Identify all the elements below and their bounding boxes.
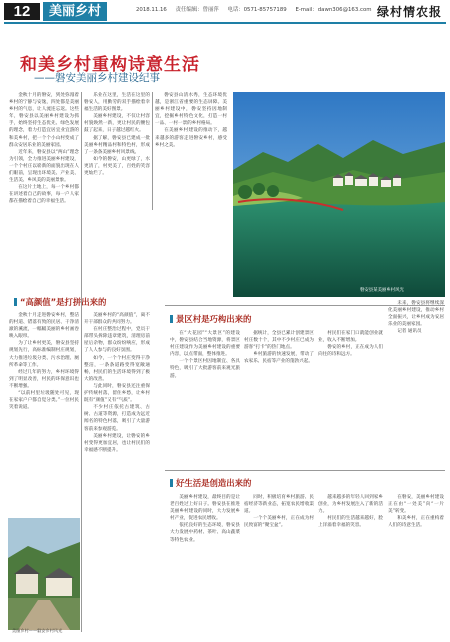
paragraph: 记者 通讯员 [397,329,422,335]
paragraph: 乐业在这里，生活在这里的磐安人，用勤劳的双手描绘着幸福生活的美好图景。 [84,93,150,113]
paragraph: 如今，一个个村庄变得干净整洁，一条条道路变得宽敞通畅，村民们的生活环境得到了极大的改善。 [84,355,150,382]
section1-column-1 [9,312,79,517]
header-meta [136,5,379,13]
section-title: 美丽乡村 [43,2,107,21]
village-photo-caption: 美丽乡村——磐安乡村风光 [12,628,63,633]
paragraph: 乡村旅游的快速发展，带动了农家乐、民宿等产业的蓬勃兴起。 [244,352,314,365]
paragraph: 越来越多的年轻人回到家乡创业，为乡村发展注入了新的活力。 [318,495,383,515]
column-divider [152,92,153,210]
editor-name: 责任编辑：曾丽萍 [175,7,219,13]
lead-column-2 [84,92,150,292]
subhead-2: 景区村是巧构出来的 [170,313,251,325]
village-photo [8,518,80,630]
paragraph: 和美乡村，正在重构着人们的诗意生活。 [388,516,444,529]
section3-column-2 [244,494,314,636]
section-divider [165,305,445,306]
paragraph: 金秋十月走进磐安乡村，整洁的村道、错落有致的民居、干净清澈的溪流，一幅幅美丽的乡村画卷映入眼帘。 [9,313,79,340]
section-divider [165,470,445,471]
section1-column-2 [84,312,150,642]
article-title: 和美乡村重构诗意生活 [20,55,200,75]
paragraph: 美丽乡村建设，不仅让村容村貌焕然一新，更让村民的腰包鼓了起来，日子越过越红火。 [84,114,150,134]
phone-number: 电话：0571-85757189 [227,7,287,13]
paragraph: 美丽乡村建设，让磐安的乡村变得更加宜居，也让村民们的幸福感不断提升。 [84,433,150,453]
section3-column-3 [318,494,383,636]
paragraph: 与此同时，磐安县还注重保护传统村落，留住乡愁，让乡村既有“颜值”又有“气质”。 [84,383,150,404]
paragraph: 未来，磐安县将继续深化美丽乡村建设，推动乡村全面振兴，让乡村成为安居乐业的美丽家园。 [388,301,444,328]
paragraph: 如今的磐安，山更绿了，水更清了，村更美了，百姓的笑容更灿烂了。 [84,156,150,177]
issue-date: 2018.11.16 [136,7,167,13]
paragraph: 美丽乡村建设，最终目的是让老百姓过上好日子。磐安县在推进美丽乡村建设的同时，大力发展乡村产业，促进农民增收。 [170,495,240,522]
section2-column-4 [388,300,444,470]
newspaper-brand: 绿村情农报 [376,5,442,19]
subhead-1: “高颜值”是打拼出来的 [14,296,106,308]
main-photo [233,92,445,297]
page-number: 12 [4,3,40,20]
paragraph: 在磐安，美丽乡村建设正在由“一处美”向“一片美”转变。 [388,495,444,515]
paragraph: 在美丽乡村建设的推动下，越来越多的游客走进磐安乡村，感受乡村之美。 [155,128,227,148]
lead-column-3 [155,92,227,210]
paragraph: 村民们在家门口就能创业就业，收入不断增加。 [318,331,383,344]
paragraph: 磐安县山清水秀，生态环境优越，是浙江省重要的生态屏障。美丽乡村建设中，磐安坚持因地制宜，挖掘乡村特色文化，打造一村一品、一村一景的乡村格局。 [155,93,227,127]
paragraph: 近年来，磐安县以“两山”理念为引领，全力推进美丽乡村建设，一个个村庄以崭新的面貌出现在人们眼前，呈现出环境美、产业美、生活美、乡风美的美丽景象。 [9,149,79,184]
paragraph: 村民们的生活越来越好，脸上洋溢着幸福的笑容。 [318,516,383,529]
paragraph: 磐安的乡村，正在成为人们向往的诗和远方。 [318,345,383,358]
paragraph: 为了让乡村更美，磐安县坚持规划先行，高标准编制村庄规划，大力推进垃圾分类、污水治理、厕所革命等工作。 [9,341,79,368]
article-subtitle: ——磐安美丽乡村建设纪事 [34,72,160,84]
paragraph: 美丽乡村的“高颜值”，离不开干部群众的共同努力。 [84,313,150,326]
page-header [0,0,450,30]
paragraph: 不少村庄依托古建筑、古树、古道等资源，打造成为远近闻名的特色村落，吸引了大量游客前来参观游览。 [84,405,150,432]
village-image [8,518,80,630]
paragraph: 一个个景区村因地制宜、各具特色，吸引了大批游客前来观光旅游。 [170,359,240,379]
main-photo-caption: 磐安县某美丽乡村风光 [360,288,404,293]
paragraph: 金秋十月的磐安，到处弥漫着乡村的宁静与安逸，四处都是美丽乡村的气息，让人流连忘返。这些年，磐安县以美丽乡村建设为抓手，始终坚持生态优先、绿色发展的理念，着力打造宜居宜业宜游的和美乡村，把一个个小山村变成了群众安居乐业的美丽家园。 [9,93,79,148]
section3-column-4 [388,494,444,636]
paragraph: 经过几年的努力，乡村环境得到了明显改善，村民的环保意识也不断增强。 [9,369,79,389]
column-divider [81,92,82,632]
section2-column-1 [170,330,240,465]
section3-column-1 [170,494,240,636]
paragraph: 据了解，磐安县已建成一批美丽乡村精品村和特色村，形成了一条条美丽乡村风景线。 [84,135,150,155]
header-rule [4,22,446,24]
paragraph: 据统计，全县已累计创建景区村庄数十个，其中不少村庄已成为游客“打卡”的热门地点。 [244,331,314,351]
paragraph: 在这片土地上，每一个乡村都在讲述着自己的故事，每一户人家都在描绘着自己的幸福生活。 [9,185,79,205]
subhead-3: 好生活是创造出来的 [170,477,251,489]
paragraph: 依托良好的生态环境，磐安县大力发展中药材、茶叶、高山蔬菜等特色农业。 [170,523,240,543]
paragraph: 在“大花园”“大景区”的建设中，磐安县结合当地资源，将景区村庄建设作为美丽乡村建设的重要内容，以点带面，整体推进。 [170,331,240,358]
section2-column-3 [318,330,383,465]
section2-column-2 [244,330,314,465]
lead-column-1 [9,92,79,292]
paragraph: 一个个美丽乡村，正在成为村民致富的“聚宝盆”。 [244,516,314,529]
landscape-image [233,92,445,297]
paragraph: 同时，积极培育乡村旅游、民宿经济等新业态，拓宽农民增收渠道。 [244,495,314,515]
paragraph: “以前村里垃圾随处可见，现在家家户户都自觉分类。”一位村民笑着说道。 [9,391,79,411]
email-address: E-mail：dawn306@163.com [295,7,372,13]
paragraph: 在村庄整治过程中，党员干部带头拆除违章建筑，清理房前屋后杂物，群众纷纷响应，形成了人人参与的良好氛围。 [84,327,150,354]
